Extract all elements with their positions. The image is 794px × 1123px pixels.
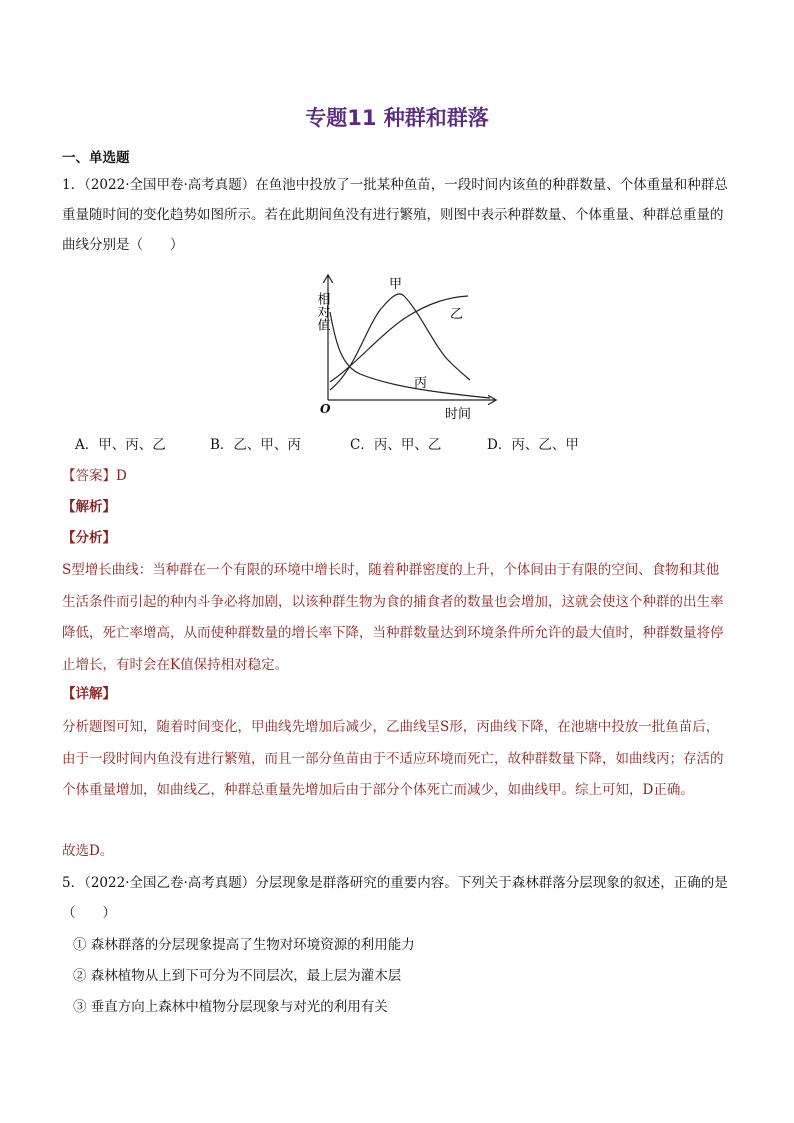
curve-bing: [330, 312, 490, 398]
fenxi-text: S型增长曲线：当种群在一个有限的环境中增长时，随着种群密度的上升，个体间由于有限的空间、食物和其他生活条件而引起的种内斗争必将加剧，以该种群生物为食的捕食者的数量也会增加，这就会使这个种群的出生率降低，死亡率增高，从而使种群数量的增长率下降，当种群数量达到环境条件所允许的最大值时，种群数量将停止增长，有时会在K值保持相对稳定。: [62, 562, 724, 673]
xiangjie-text: 分析题图可知，随着时间变化，甲曲线先增加后减少，乙曲线呈S形，丙曲线下降，在池塘中投放一批鱼苗后，由于一段时间内鱼没有进行繁殖，而且一部分鱼苗由于不适应环境而死亡，故种群数量下降，如曲线丙；存活的个体重量增加，如曲线乙，种群总重量先增加后由于部分个体死亡而减少，如曲线甲。综上可知，D正确。: [62, 719, 724, 798]
option-c[interactable]: C．丙、甲、乙: [350, 437, 442, 453]
option-b[interactable]: B．乙、甲、丙: [210, 437, 301, 453]
question-1-figure: [300, 270, 500, 425]
question-5-stem: 5．（2022·全国乙卷·高考真题）分层现象是群落研究的重要内容。下列关于森林群落分层现象的叙述，正确的是（ ）: [62, 875, 728, 921]
analysis-heading: 【解析】: [62, 499, 116, 515]
statement-3: ③ 垂直方向上森林中植物分层现象与对光的利用有关: [73, 999, 388, 1015]
curve-label-yi: 乙: [450, 307, 464, 322]
question-1-stem: 1．（2022·全国甲卷·高考真题）在鱼池中投放了一批某种鱼苗，一段时间内该鱼的种群数量、个体重量和种群总重量随时间的变化趋势如图所示。若在此期间鱼没有进行繁殖，则图中表示种群数量、个体重量、种群总重量的曲线分别是（ ）: [62, 177, 728, 253]
curve-yi: [330, 296, 468, 382]
y-axis-label: 相对值: [314, 292, 330, 331]
curve-label-jia: 甲: [389, 277, 403, 292]
statement-2: ② 森林植物从上到下可分为不同层次，最上层为灌木层: [73, 968, 402, 984]
option-a[interactable]: A．甲、丙、乙: [75, 437, 166, 453]
x-axis-label: 时间: [445, 407, 472, 422]
section-heading: 一、单选题: [62, 150, 130, 166]
fenxi-heading: 【分析】: [62, 530, 116, 546]
page-title: 专题11 种群和群落: [305, 106, 489, 130]
xiangjie-heading: 【详解】: [62, 686, 116, 702]
curve-label-bing: 丙: [414, 376, 428, 391]
origin-label: O: [320, 402, 331, 416]
question-1-options: [75, 431, 579, 459]
option-d[interactable]: D．丙、乙、甲: [487, 437, 579, 453]
statement-1: ① 森林群落的分层现象提高了生物对环境资源的利用能力: [73, 937, 415, 953]
conclusion-text: 故选D。: [62, 843, 114, 859]
answer-label: 【答案】D: [62, 468, 127, 484]
curve-jia: [330, 294, 470, 390]
